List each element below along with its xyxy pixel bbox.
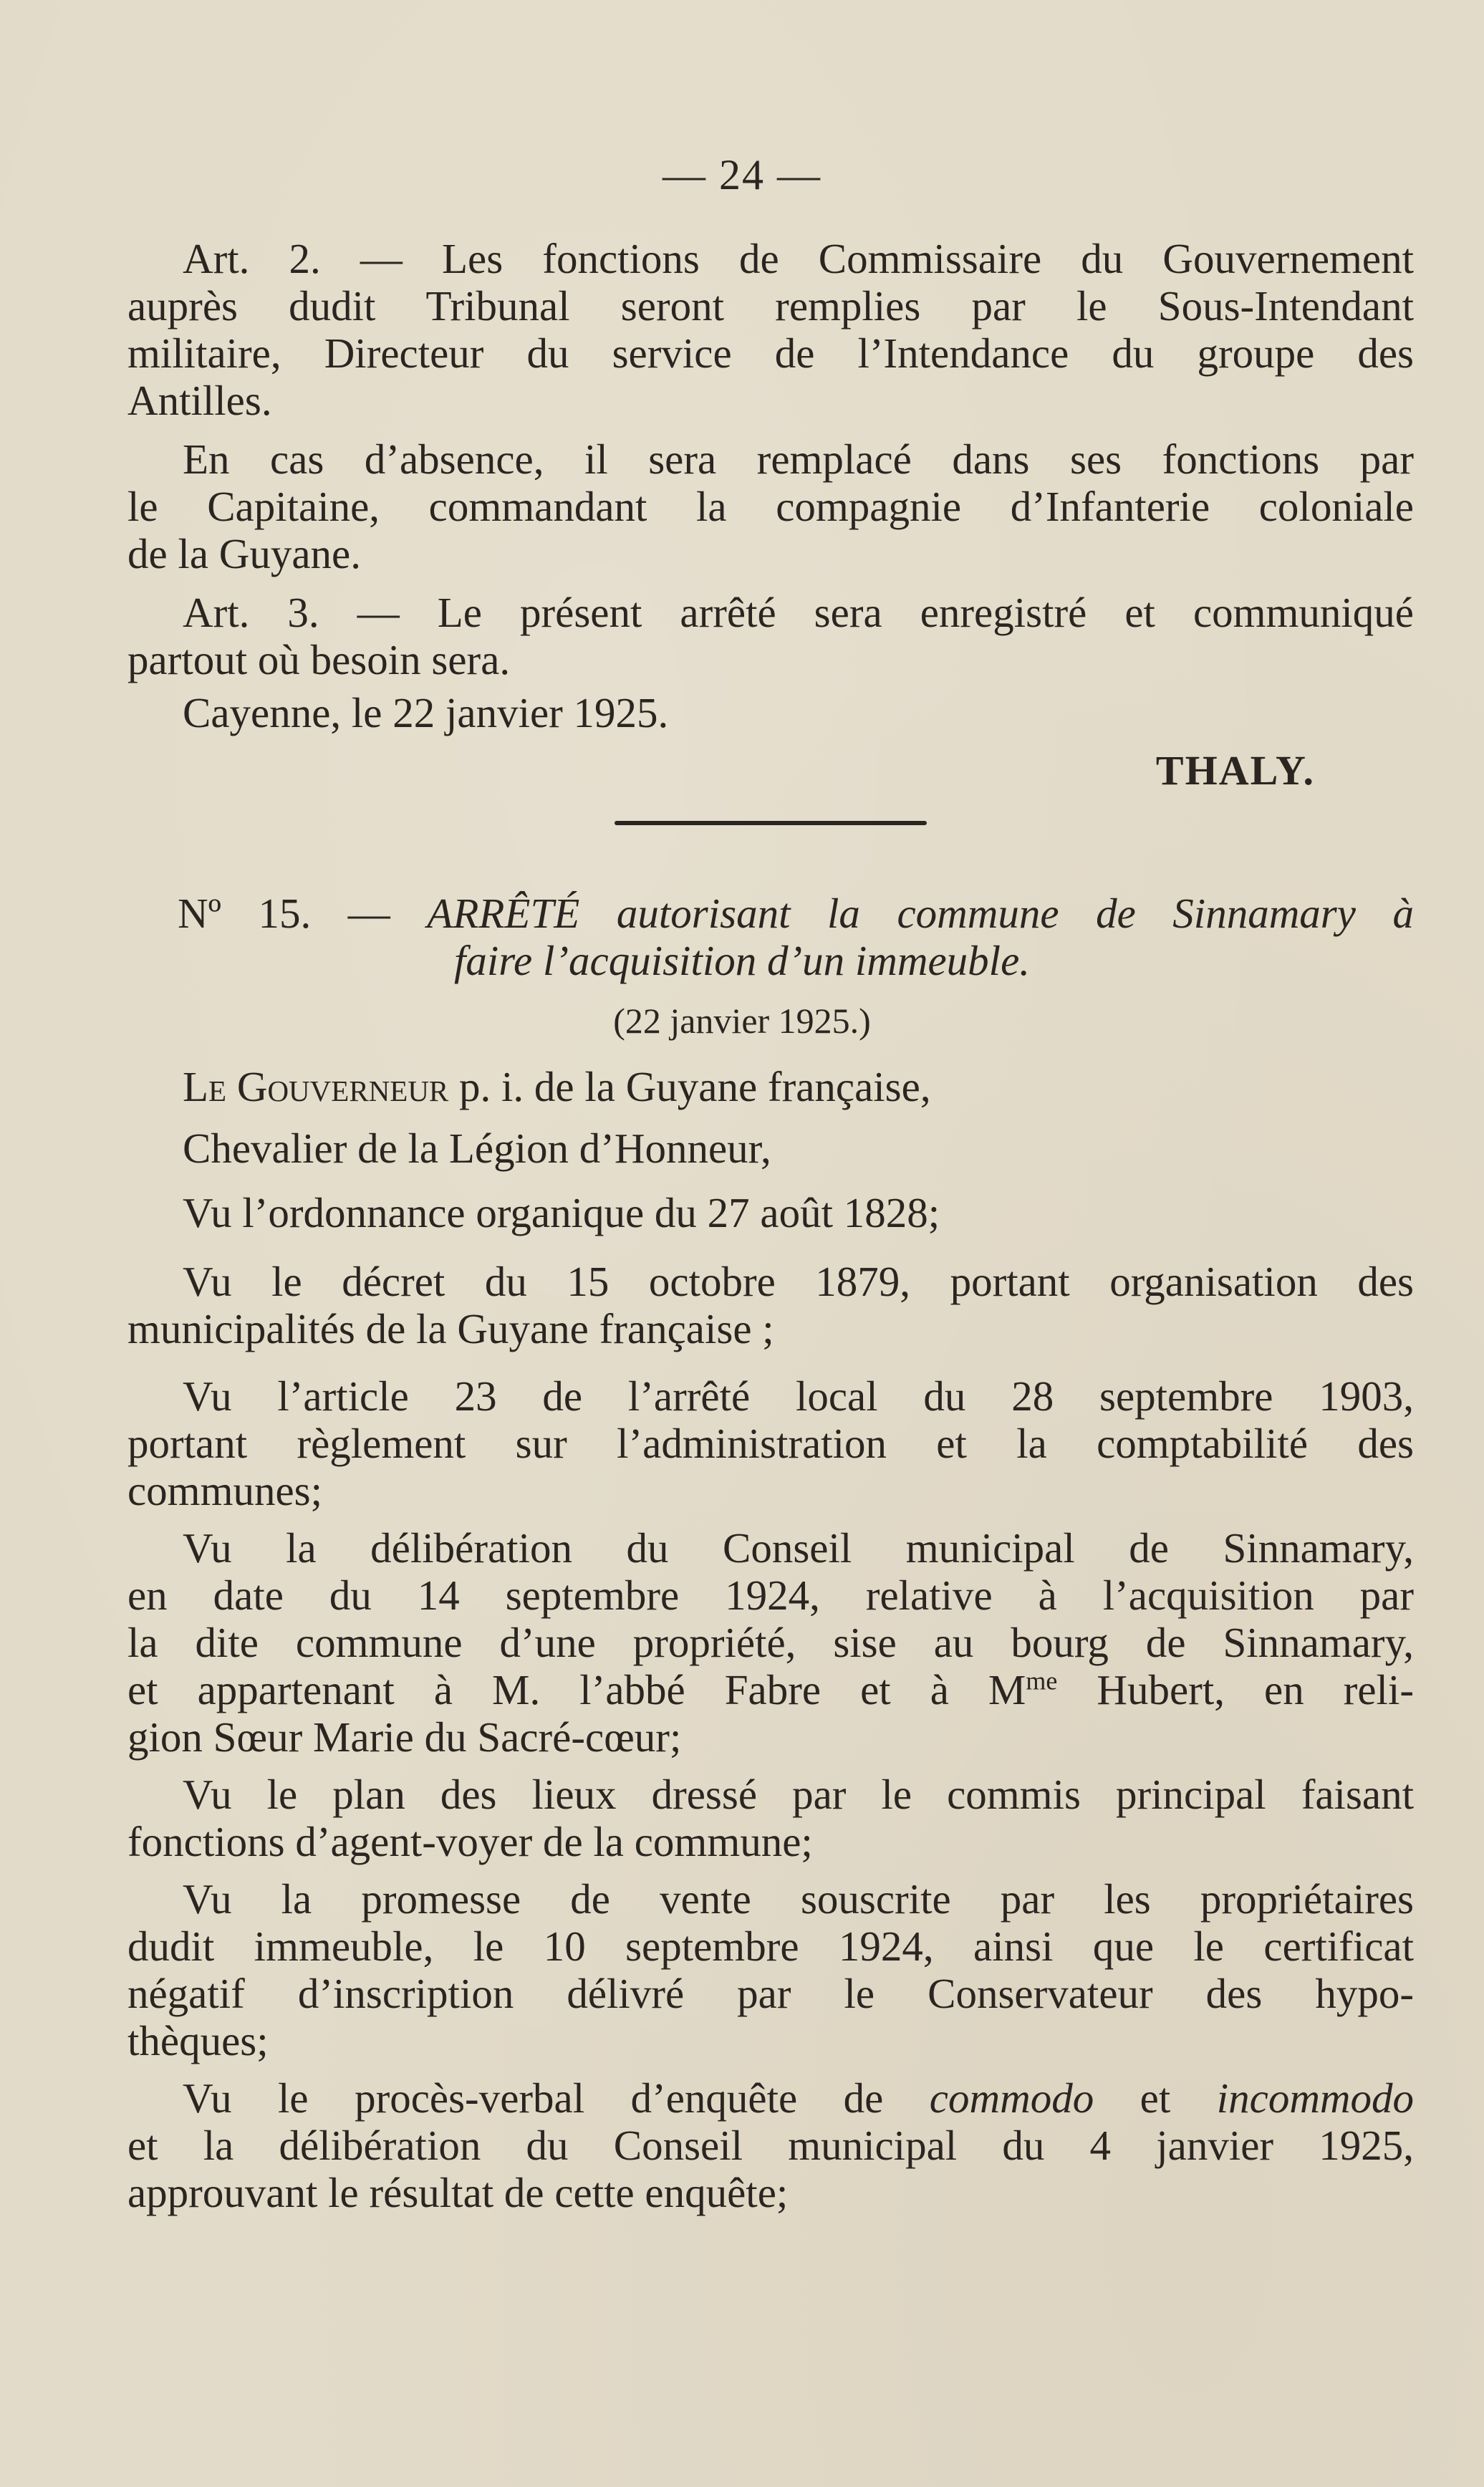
absence-line-2: le Capitaine, commandant la compagnie d’Infanterie coloniale: [127, 483, 1414, 530]
chevalier-line: Chevalier de la Légion d’Honneur,: [183, 1125, 771, 1172]
decret-line-1: Vu le décret du 15 octobre 1879, portant organisation des: [183, 1258, 1414, 1305]
arrete-title-rest-1: autorisant la commune de Sinnamary à: [616, 890, 1414, 937]
page-number: — 24 —: [662, 151, 822, 198]
promesse-line-1: Vu la promesse de vente souscrite par les propriétaires: [183, 1875, 1414, 1923]
plan-line-1: Vu le plan des lieux dressé par le commis principal faisant: [183, 1771, 1414, 1818]
deliberation-sup-me: me: [1026, 1666, 1058, 1695]
deliberation-line-4-a: et appartenant à M. l’abbé Fabre et à M: [127, 1666, 1026, 1713]
promesse-line-3: négatif d’inscription délivré par le Conservateur des hypo-: [127, 1970, 1414, 2017]
proces-commodo: commodo: [929, 2074, 1094, 2122]
proces-incommodo: incommodo: [1216, 2074, 1415, 2122]
proces-line-3: approuvant le résultat de cette enquête;: [127, 2169, 789, 2216]
arrete-date: (22 janvier 1925.): [613, 1001, 871, 1041]
deliberation-line-4-b: Hubert, en reli-: [1057, 1666, 1414, 1713]
governor-rest: p. i. de la Guyane française,: [459, 1063, 931, 1110]
promesse-line-2: dudit immeuble, le 10 septembre 1924, ainsi que le certificat: [127, 1923, 1414, 1970]
arrete-title-line-2: faire l’acquisition d’un immeuble.: [453, 937, 1031, 984]
place-date: Cayenne, le 22 janvier 1925.: [183, 689, 669, 736]
art3-line-1: Art. 3. — Le présent arrêté sera enregistré et communiqué: [183, 589, 1414, 636]
absence-line-1: En cas d’absence, il sera remplacé dans ses fonctions par: [183, 436, 1414, 483]
deliberation-line-2: en date du 14 septembre 1924, relative à l’acquisition par: [127, 1572, 1414, 1619]
arrete-title-word: ARRÊTÉ: [427, 890, 580, 937]
art3-line-2: partout où besoin sera.: [127, 636, 511, 683]
art2-line-4: Antilles.: [127, 377, 272, 424]
deliberation-line-4: [127, 1666, 1414, 1713]
article23-line-1: Vu l’article 23 de l’arrêté local du 28 septembre 1903,: [183, 1372, 1414, 1420]
article23-line-3: communes;: [127, 1467, 323, 1514]
decret-line-2: municipalités de la Guyane française ;: [127, 1305, 774, 1352]
promesse-line-4: thèques;: [127, 2017, 269, 2064]
arrete-title-line-1: [178, 890, 1414, 937]
proces-et: et: [1140, 2074, 1171, 2122]
governor-line: [183, 1063, 1414, 1110]
governor-title: Le Gouverneur: [183, 1063, 449, 1110]
proces-line-1: [183, 2074, 1414, 2122]
deliberation-line-5: gion Sœur Marie du Sacré-cœur;: [127, 1713, 682, 1761]
absence-line-3: de la Guyane.: [127, 530, 361, 577]
arrete-dash: —: [347, 890, 390, 937]
art2-line-3: militaire, Directeur du service de l’Intendance du groupe des: [127, 329, 1414, 377]
article23-line-2: portant règlement sur l’administration et la comptabilité des: [127, 1420, 1414, 1467]
deliberation-line-3: la dite commune d’une propriété, sise au bourg de Sinnamary,: [127, 1619, 1414, 1666]
arrete-number: Nº 15.: [178, 890, 312, 937]
proces-line-1-a: Vu le procès-verbal d’enquête de: [183, 2074, 884, 2122]
plan-line-2: fonctions d’agent-voyer de la commune;: [127, 1818, 813, 1865]
proces-line-2: et la délibération du Conseil municipal du 4 janvier 1925,: [127, 2122, 1414, 2169]
art2-line-2: auprès dudit Tribunal seront remplies par le Sous-Intendant: [127, 282, 1414, 329]
deliberation-line-1: Vu la délibération du Conseil municipal de Sinnamary,: [183, 1524, 1414, 1572]
section-divider: [615, 821, 927, 825]
signature: THALY.: [1155, 747, 1315, 794]
ordonnance-line: Vu l’ordonnance organique du 27 août 1828;: [183, 1189, 940, 1236]
art2-line-1: Art. 2. — Les fonctions de Commissaire du Gouvernement: [183, 235, 1414, 282]
